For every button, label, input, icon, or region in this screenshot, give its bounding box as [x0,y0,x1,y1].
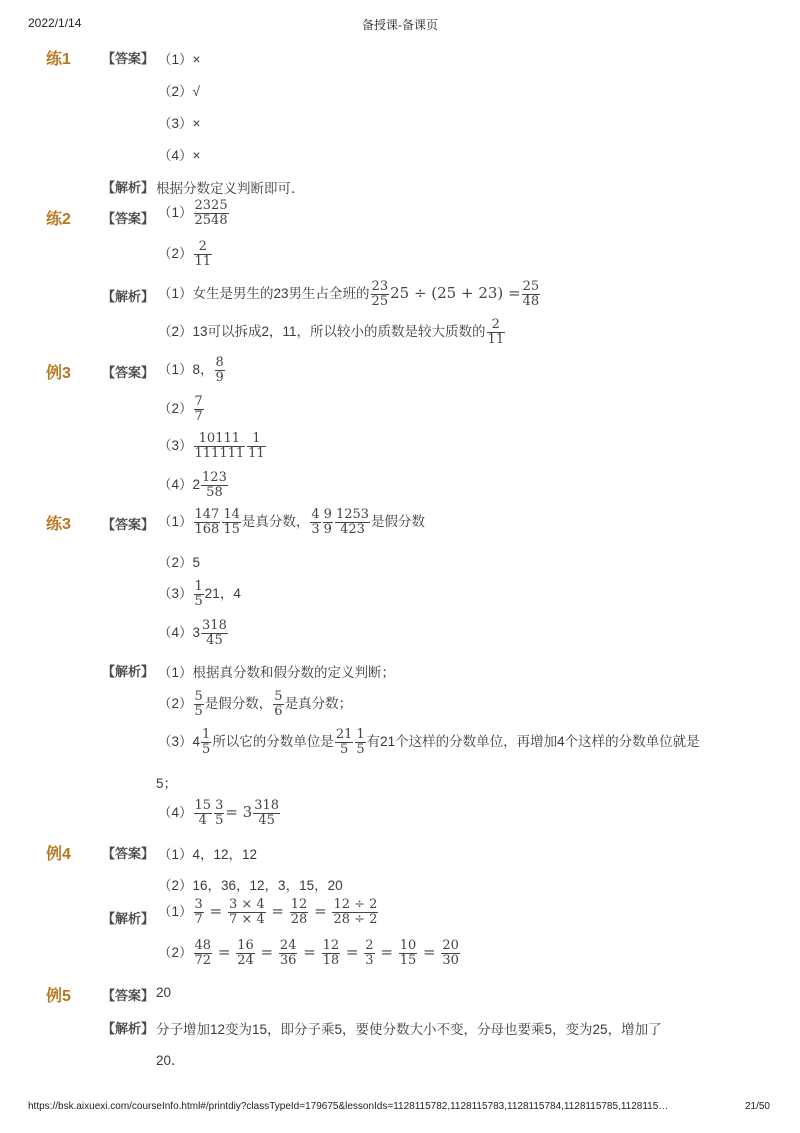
fraction: $\frac{7}{7}$ [194,394,203,424]
header-title: 备授课-备课页 [362,18,438,32]
question-tag: 练2 [46,211,71,228]
fraction: $\frac{2325}{2548}$ [194,198,228,228]
answer-item: （1）8， $\frac{8}{9}$ [158,355,224,385]
answer-label: 【答案】 [102,365,155,380]
fraction: $\frac{12 \div 2}{28 \div 2}$ [333,897,378,927]
fraction: $\frac{5}{5}$ [194,689,203,719]
answer-label: 【答案】 [102,846,155,861]
answer-item: （1） $\frac{2325}{2548}$ [158,198,228,228]
answer-item: （2） $\frac{2}{11}$ [158,239,212,269]
fraction: $\frac{24}{36}$ [279,938,297,968]
analysis-line: （1）根据真分数和假分数的定义判断； [158,665,396,680]
fraction: $\frac{1253}{423}$ [335,507,370,537]
fraction: $\frac{12}{28}$ [290,897,308,927]
answer-item: （2）5 [158,555,201,570]
answer-label: 【答案】 [102,211,155,226]
fraction: $\frac{318}{45}$ [202,618,227,648]
analysis-text: 分子增加12变为15，即分子乘5，要使分数大小不变，分母也要乘5，变为25，增加了 [156,1022,662,1037]
answer-item: （1） $\frac{147}{168}$ $\frac{14}{15}$ 是真分数， $\frac{4}{3}$ $\frac{9}{9}$ $\frac{1253}{423}$ 是假分数 [158,507,426,537]
header-date: 2022/1/14 [28,16,82,30]
analysis-line: （1） $\frac{3}{7}$ = $\frac{3 \times 4}{7 \times 4}$ = $\frac{12}{28}$ = $\frac{12 \div 2}{28 \div 2}$ [158,897,378,927]
question-tag: 练1 [46,51,71,68]
answer-label: 【答案】 [102,988,155,1003]
fraction: $\frac{21}{5}$ [335,727,353,757]
fraction: $\frac{1}{5}$ [356,727,365,757]
analysis-text: 根据分数定义判断即可． [156,181,305,196]
fraction: $\frac{2}{3}$ [365,938,374,968]
fraction: $\frac{16}{24}$ [237,938,254,968]
fraction: $\frac{14}{15}$ [223,507,240,537]
fraction: $\frac{15}{4}$ [194,798,212,828]
fraction: $\frac{23}{25}$ [371,279,389,309]
fraction: $\frac{3}{5}$ [215,798,224,828]
answer-item: （3） $\frac{10111}{111111}$ $\frac{1}{11}$ [158,431,265,461]
fraction: $\frac{12}{18}$ [322,938,340,968]
analysis-label: 【解析】 [102,664,155,679]
answer-item: （2）√ [158,84,200,99]
fraction: $\frac{1}{5}$ [202,727,211,757]
analysis-label: 【解析】 [102,289,155,304]
fraction: $\frac{48}{72}$ [194,938,212,968]
answer-item: （4）3 $\frac{318}{45}$ [158,618,227,648]
analysis-label: 【解析】 [102,1021,155,1036]
answer-label: 【答案】 [102,517,155,532]
analysis-label: 【解析】 [102,180,155,195]
question-tag: 练3 [46,516,71,533]
fraction: $\frac{5}{6}$ [274,689,283,719]
answer-label: 【答案】 [102,51,155,66]
answer-item: （2）16，36，12，3，15，20 [158,878,343,893]
analysis-line: （2） $\frac{5}{5}$ 是假分数， $\frac{5}{6}$ 是真分数； [158,689,353,719]
analysis-line: 5； [156,776,178,791]
fraction: $\frac{9}{9}$ [323,507,332,537]
page-number: 21/50 [744,1101,770,1112]
answer-item: （3）× [158,116,201,131]
fraction: $\frac{10111}{111111}$ [194,431,245,461]
analysis-line: （2） $\frac{48}{72}$ = $\frac{16}{24}$ = $\frac{24}{36}$ = $\frac{12}{18}$ = $\frac{2}{3}$ = $\frac{10}{15}$ = $\frac{20}{30}$ [158,938,459,968]
fraction: $\frac{3 \times 4}{7 \times 4}$ [228,897,265,927]
analysis-label: 【解析】 [102,911,155,926]
fraction: $\frac{1}{11}$ [248,431,265,461]
analysis-line: （2）13可以拆成2，11，所以较小的质数是较大质数的 $\frac{2}{11}$ [158,317,505,347]
answer-item: （3） $\frac{1}{5}$ 21，4 [158,579,241,609]
question-tag: 例5 [46,988,71,1005]
fraction: $\frac{147}{168}$ [194,507,220,537]
analysis-text: 20． [156,1053,185,1068]
answer-item: 20 [156,985,172,1000]
fraction: $\frac{2}{11}$ [194,239,212,269]
fraction: $\frac{318}{45}$ [254,798,280,828]
footer-url[interactable]: https://bsk.aixuexi.com/courseInfo.html#/printdiy?classTypeId=179675&lessonIds=1128115782,1128115783,1128115784,1128115785,1128115… [28,1101,669,1112]
answer-item: （1）4，12，12 [158,847,258,862]
fraction: $\frac{20}{30}$ [442,938,459,968]
fraction: $\frac{4}{3}$ [311,507,320,537]
fraction: $\frac{123}{58}$ [202,470,227,500]
fraction: $\frac{1}{5}$ [194,579,203,609]
answer-item: （1）× [158,52,201,67]
fraction: $\frac{3}{7}$ [194,897,203,927]
fraction: $\frac{10}{15}$ [399,938,417,968]
answer-item: （4）× [158,148,201,163]
analysis-line: （3）4 $\frac{1}{5}$ 所以它的分数单位是 $\frac{21}{5}$ $\frac{1}{5}$ 有21个这样的分数单位，再增加4个这样的分数单位就是 [158,727,700,757]
answer-item: （2） $\frac{7}{7}$ [158,394,203,424]
question-tag: 例3 [46,365,71,382]
fraction: $\frac{2}{11}$ [487,317,505,347]
analysis-line: （1）女生是男生的23男生占全班的 $\frac{23}{25}$ 25 ÷ (25 + 23) = $\frac{25}{48}$ [158,279,540,309]
answer-item: （4）2 $\frac{123}{58}$ [158,470,227,500]
question-tag: 例4 [46,846,71,863]
fraction: $\frac{25}{48}$ [522,279,540,309]
fraction: $\frac{8}{9}$ [215,355,224,385]
analysis-line: （4） $\frac{15}{4}$ $\frac{3}{5}$ = 3 $\frac{318}{45}$ [158,798,280,828]
